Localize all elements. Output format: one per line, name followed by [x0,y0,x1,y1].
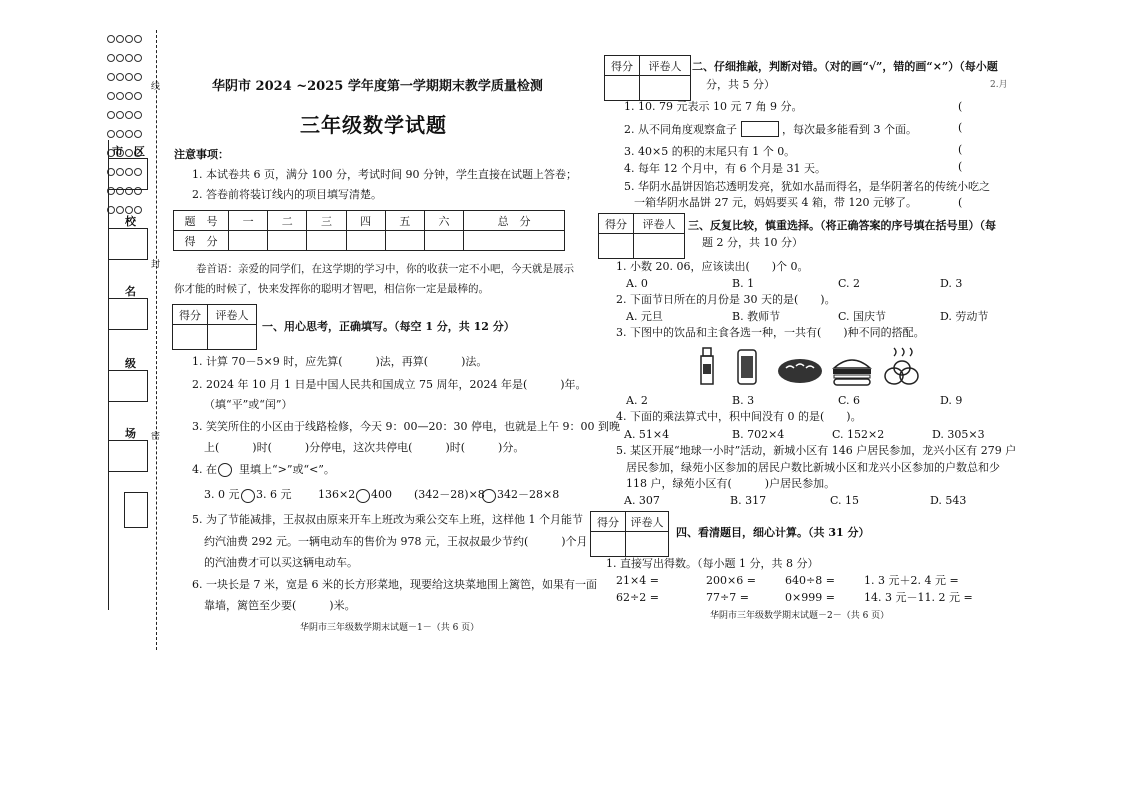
judge-2a: 2. 从不同角度观察盒子 [624,123,737,136]
edge-text: 2.月 [990,80,1008,90]
choice-3: 3. 下图中的饮品和主食各选一种，一共有( )种不同的搭配。 [616,326,925,339]
intro-line-1: 卷首语：亲爱的同学们，在这学期的学习中，你的收获一定不小吧，今天就是展示 [196,263,574,275]
score-head: 总 分 [464,211,565,231]
intro-line-2: 你才能的时候了，快来发挥你的聪明才智吧，相信你一定是最棒的。 [174,283,489,295]
grader-score-cell[interactable] [599,234,634,259]
q2-line2: （填“平”或“闰”） [204,398,293,411]
grader-head: 得分 [173,305,208,325]
binding-hole [107,73,115,81]
binding-hole [116,73,124,81]
answer-circle[interactable] [482,489,496,503]
binding-hole [107,130,115,138]
choice-2-opt-b: B. 教师节 [732,310,781,323]
binding-line-dashed [156,30,157,650]
grader-table-3 [598,213,685,259]
choice-2-opt-a: A. 元旦 [626,310,663,323]
choice-5-opt-b: B. 317 [730,494,767,507]
score-head: 二 [268,211,307,231]
grader-head: 得分 [591,512,626,532]
side-label-room: 场 [125,427,136,440]
side-label-class: 级 [125,357,136,370]
answer-paren[interactable]: ( [958,121,963,134]
box-shape-icon [741,121,779,137]
answer-paren[interactable]: ( [958,196,963,209]
choice-3-opt-b: B. 3 [732,394,755,407]
choice-3-opt-c: C. 6 [838,394,861,407]
binding-hole [125,92,133,100]
choice-5-opt-c: C. 15 [830,494,860,507]
calc-8: 14. 3 元－11. 2 元 = [864,591,973,604]
compare-circle-icon [218,463,232,477]
score-cell[interactable] [424,231,463,251]
binding-hole [134,130,142,138]
choice-1-opt-a: A. 0 [626,277,648,290]
right-footer: 华阴市三年级数学期末试题－2－（共 6 页） [710,611,890,621]
q3-line1: 3. 笑笑所住的小区由于线路检修，今天 9：00—20：30 停电，也就是上午 9：00 到晚 [192,420,620,433]
choice-4-opt-c: C. 152×2 [832,428,885,441]
binding-hole [134,111,142,119]
score-cell[interactable] [464,231,565,251]
answer-paren[interactable]: ( [958,160,963,173]
side-box-seat[interactable] [124,492,148,528]
score-head: 一 [229,211,268,231]
score-head: 四 [346,211,385,231]
calc-4: 1. 3 元＋2. 4 元 = [864,574,959,587]
binding-hole [116,130,124,138]
hamburger-icon [830,354,874,388]
choice-2-opt-c: C. 国庆节 [838,310,887,323]
choice-1: 1. 小数 20. 06，应该读出( )个 0。 [616,260,809,273]
notice-title: 注意事项： [174,148,229,161]
binding-hole [125,130,133,138]
binding-char-1: 线 [151,82,161,92]
choice-4-opt-a: A. 51×4 [624,428,670,441]
choice-5-line2: 居民参加，绿苑小区参加的居民户数比新城小区和龙兴小区参加的户数总和少 [626,461,1000,474]
side-label-district: 市 区 [112,145,145,158]
q5-line1: 5. 为了节能减排，王叔叔由原来开车上班改为乘公交车上班，这样他 1 个月能节 [192,513,583,526]
judge-5a: 5. 华阴水晶饼因馅芯透明发亮，犹如水晶而得名，是华阴著名的传统小吃之 [624,180,990,193]
grader-name-cell[interactable] [208,325,257,350]
binding-hole [107,111,115,119]
choice-4-opt-b: B. 702×4 [732,428,785,441]
binding-hole [125,73,133,81]
section3-title-b: 题 2 分，共 10 分） [702,236,803,249]
score-cell[interactable] [268,231,307,251]
score-head: 题 号 [174,211,229,231]
score-head: 三 [307,211,346,231]
grader-head: 得分 [599,214,634,234]
section3-title: 三、反复比较，慎重选择。（将正确答案的序号填在括号里）（每 [688,219,996,232]
q4-item-1a: 3. 0 元 [204,488,240,501]
binding-char-3: 密 [151,432,161,442]
binding-hole [134,35,142,43]
steamed-buns-icon [882,346,922,388]
binding-char-2: 封 [151,260,161,270]
grader-score-cell[interactable] [591,532,626,557]
q4: 4. 在 里填上“>”或“<”。 [192,463,335,476]
section2-title-b: 分，共 5 分） [706,78,775,91]
score-head: 六 [424,211,463,231]
left-footer: 华阴市三年级数学期末试题－1－（共 6 页） [300,623,480,633]
grader-head: 得分 [605,56,640,76]
choice-5-opt-a: A. 307 [624,494,660,507]
score-cell[interactable] [307,231,346,251]
grader-head: 评卷人 [208,305,257,325]
judge-1: 1. 10. 79 元表示 10 元 7 角 9 分。 [624,100,803,113]
side-box-room[interactable] [108,440,148,472]
notice-1: 1. 本试卷共 6 页，满分 100 分，考试时间 90 分钟，学生直接在试题上答卷； [192,168,577,181]
grader-name-cell[interactable] [626,532,669,557]
grader-score-cell[interactable] [173,325,208,350]
choice-2: 2. 下面节日所在的月份是 30 天的是( )。 [616,293,836,306]
section1-title: 一、用心思考，正确填写。（每空 1 分，共 12 分） [262,320,515,333]
grader-head: 评卷人 [634,214,685,234]
judge-3: 3. 40×5 的积的末尾只有 1 个 0。 [624,145,796,158]
binding-hole [125,35,133,43]
calc-2: 200×6 = [706,574,756,587]
choice-3-opt-d: D. 9 [940,394,963,407]
binding-hole [107,92,115,100]
binding-hole [134,54,142,62]
grader-table-4 [590,511,669,557]
grader-table-1 [172,304,257,350]
bread-icon [776,356,824,386]
judge-2b: ，每次最多能看到 3 个面。 [782,123,917,136]
binding-hole [134,92,142,100]
drink-can-icon [734,348,760,386]
choice-3-opt-a: A. 2 [626,394,648,407]
binding-hole [125,111,133,119]
grader-head: 评卷人 [626,512,669,532]
choice-4: 4. 下面的乘法算式中，积中间没有 0 的是( )。 [616,410,862,423]
side-box-class[interactable] [108,370,148,402]
binding-hole [116,92,124,100]
notice-2: 2. 答卷前将装订线内的项目填写清楚。 [192,188,382,201]
judge-4: 4. 每年 12 个月中，有 6 个月是 31 天。 [624,162,826,175]
grader-head: 评卷人 [640,56,691,76]
q6-line2: 靠墙，篱笆至少要( )米。 [204,599,356,612]
q3-line2: 上( )时( )分停电，这次共停电( )时( )分。 [204,441,525,454]
score-head: 五 [385,211,424,231]
choice-2-opt-d: D. 劳动节 [940,310,989,323]
binding-hole [116,35,124,43]
calc-1: 21×4 = [616,574,659,587]
choice-5-opt-d: D. 543 [930,494,967,507]
side-box-name[interactable] [108,298,148,330]
section4-q1: 1. 直接写出得数。（每小题 1 分，共 8 分） [606,557,819,570]
answer-circle[interactable] [356,489,370,503]
side-box-district[interactable] [108,158,148,190]
exam-header: 华阴市 2024 ~2025 学年度第一学期期末教学质量检测 [212,79,543,94]
q5-line3: 的汽油费才可以买这辆电动车。 [204,556,358,569]
grader-table-2 [604,55,691,101]
score-cell[interactable] [229,231,268,251]
choice-5-line3: 118 户，绿苑小区有( )户居民参加。 [626,477,836,490]
binding-hole [107,54,115,62]
score-label: 得 分 [174,231,229,251]
binding-hole [125,54,133,62]
binding-hole [107,35,115,43]
q4-item-3b: 342－28×8 [497,488,560,501]
binding-hole [116,206,124,214]
q4-item-1b: 3. 6 元 [256,488,292,501]
answer-circle[interactable] [241,489,255,503]
grader-name-cell[interactable] [634,234,685,259]
grader-name-cell[interactable] [640,76,691,101]
side-label-school: 校 [125,215,136,228]
calc-3: 640÷8 = [785,574,835,587]
binding-hole [116,111,124,119]
answer-paren[interactable]: ( [958,143,963,156]
binding-hole [116,54,124,62]
milk-bottle-icon [694,346,720,386]
choice-1-opt-c: C. 2 [838,277,861,290]
binding-hole [134,73,142,81]
choice-1-opt-b: B. 1 [732,277,755,290]
q6-line1: 6. 一块长是 7 米，宽是 6 米的长方形菜地，现要给这块菜地围上篱笆，如果有一面 [192,578,597,591]
side-box-school[interactable] [108,228,148,260]
section4-title: 四、看清题目，细心计算。（共 31 分） [676,526,870,539]
score-cell[interactable] [385,231,424,251]
judge-5b: 一箱华阴水晶饼 27 元，妈妈要买 4 箱，带 120 元够了。 [634,196,917,209]
side-label-name: 名 [125,285,136,298]
q2-line1: 2. 2024 年 10 月 1 日是中国人民共和国成立 75 周年，2024 年是( )年。 [192,378,587,391]
q5-line2: 约汽油费 292 元。一辆电动车的售价为 978 元，王叔叔最少节约( )个月 [204,535,588,548]
q4-item-2b: 400 [371,488,392,501]
grader-score-cell[interactable] [605,76,640,101]
calc-5: 62÷2 = [616,591,659,604]
section2-title: 二、仔细推敲，判断对错。（对的画“√”，错的画“×”）（每小题 [692,60,998,73]
page-title: 三年级数学试题 [300,113,447,137]
score-table [173,210,565,251]
q1: 1. 计算 70－5×9 时，应先算( )法，再算( )法。 [192,355,488,368]
q4-item-2a: 136×2 [318,488,356,501]
answer-paren[interactable]: ( [958,100,963,113]
choice-5-line1: 5. 某区开展“地球一小时”活动，新城小区有 146 户居民参加，龙兴小区有 279 户 [616,444,1017,457]
choice-1-opt-d: D. 3 [940,277,963,290]
q4-item-3a: (342－28)×8 [414,488,485,501]
calc-7: 0×999 = [785,591,835,604]
choice-4-opt-d: D. 305×3 [932,428,985,441]
calc-6: 77÷7 = [706,591,749,604]
score-cell[interactable] [346,231,385,251]
